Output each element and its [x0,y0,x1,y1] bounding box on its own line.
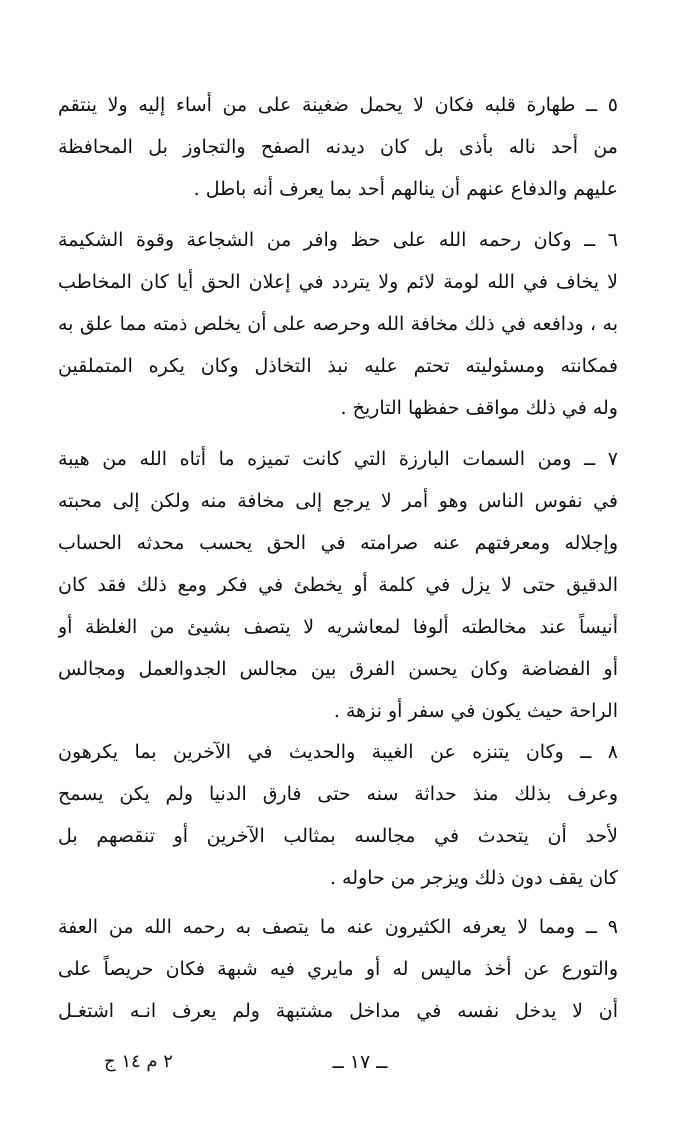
paragraph-8 [58,731,618,899]
text-line: الراحة حيث يكون في سفر أو نزهة . [333,700,618,722]
text-line: وعرف بذلك منذ حداثة سنه حتى فارق الدنيا ولم يكن يسمح [58,783,618,805]
signature-code: ٢ م ١٤ ج [104,1051,173,1072]
text-line: الدقيق حتى لا يزل في كلمة أو يخطئ في فكر ومع ذلك فقد كان [58,574,618,596]
text-line: من أحد ناله بأذى بل كان ديدنه الصفح والتجاوز بل المحافظة [58,136,618,158]
text-line: أو الفضاضة وكان يحسن الفرق بين مجالس الجدوالعمل ومجالس [58,658,618,680]
text-line: ٩ ــ ومما لا يعرفه الكثيرون عنه ما يتصف به رحمه الله من العفة [58,916,618,938]
text-line: عليهم والدفاع عنهم أن ينالهم أحد بما يعرف أنه باطل . [193,178,618,200]
text-line: والتورع عن أخذ ماليس له أو مايري فيه شبهة فكان حريصاً على [58,958,618,980]
text-line: ٦ ــ وكان رحمه الله على حظ وافر من الشجاعة وقوة الشكيمة [58,229,618,251]
page-number: ــ ١٧ ــ [332,1051,388,1073]
text-line: وإجلاله ومعرفتهم عنه صرامته في الحق يحسب محدثه الحساب [58,532,618,554]
text-line: فمكانته ومسئوليته تحتم عليه نبذ التخاذل وكان يكره المتملقين [58,355,618,377]
text-line: كان يقف دون ذلك ويزجر من حاوله . [329,867,618,889]
paragraph-7 [58,438,618,732]
text-line: ٨ ــ وكان يتنزه عن الغيبة والحديث في الآخرين بما يكرهون [58,741,618,763]
text-line: ٥ ــ طهارة قلبه فكان لا يحمل ضغينة على من أساء إليه ولا ينتقم [58,94,618,116]
paragraph-5 [58,84,618,210]
text-line: به ، ودافعه في ذلك مخافة الله وحرصه على أن يخلص ذمته مما علق به [58,313,618,335]
text-line: أن لا يدخل نفسه في مداخل مشتبهة ولم يعرف انـه اشتغـل [58,1000,618,1022]
text-line: ٧ ــ ومن السمات البارزة التي كانت تميزه ما أتاه الله من هيبة [58,448,618,470]
text-line: وله في ذلك مواقف حفظها التاريخ . [340,397,618,419]
text-line: لا يخاف في الله لومة لائم ولا يتردد في إعلان الحق أيا كان المخاطب [58,271,618,293]
text-line: أنيساً عند مخالطته ألوفا لمعاشريه لا يتصف بشيئ من الغلظة أو [58,616,618,638]
paragraph-9 [58,906,618,1032]
text-line: لأحد أن يتحدث في مجالسه بمثالب الآخرين أو تنقصهم بل [58,825,618,847]
text-line: في نفوس الناس وهو أمر لا يرجع إلى مخافة منه ولكن إلى محبته [58,490,618,512]
paragraph-6 [58,219,618,429]
